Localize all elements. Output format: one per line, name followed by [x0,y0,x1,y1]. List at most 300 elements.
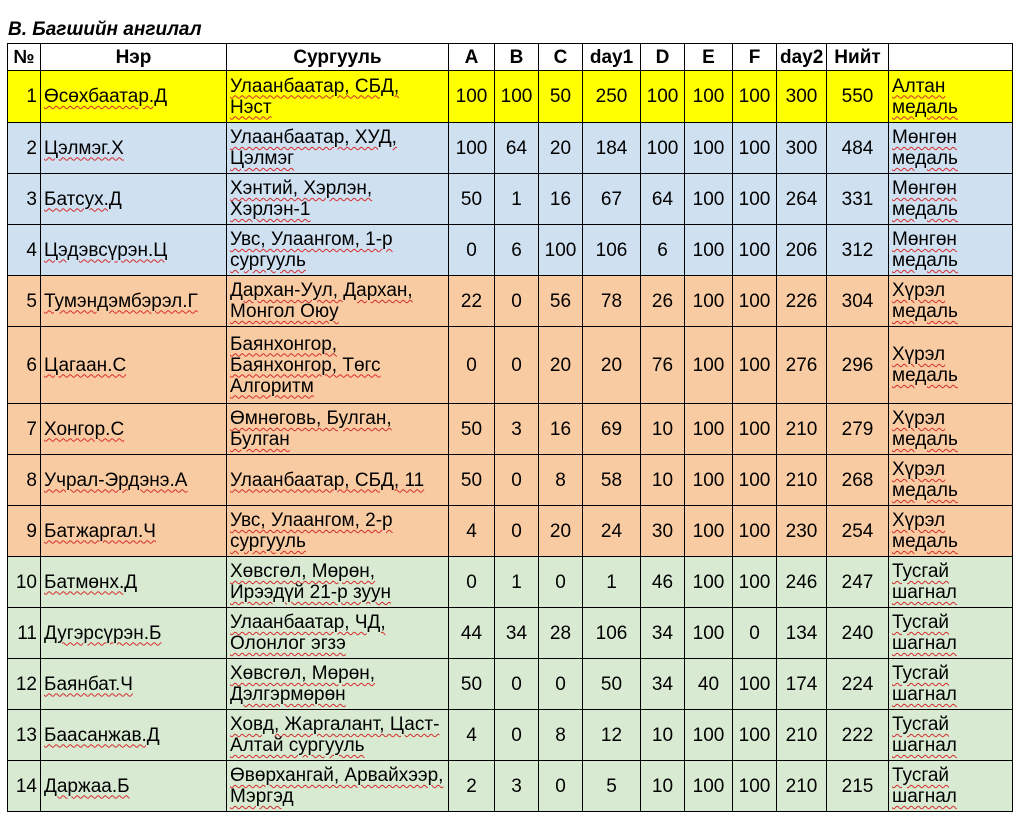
cell-award [889,276,1013,327]
cell-total [827,71,889,123]
cell-name-text: Өсөхбаатар.Д [44,86,168,107]
cell-day2-text: 276 [785,354,818,376]
cell-rank-text: 9 [26,520,37,542]
cell-c-text: 0 [555,571,566,593]
table-row [8,276,1013,327]
cell-e [685,404,733,455]
cell-b [495,608,539,659]
cell-award-text: Хүрэл медаль [892,408,958,450]
cell-name-text: Батсух.Д [44,188,122,210]
table-row [8,327,1013,404]
cell-a-text: 22 [460,290,483,312]
table-row [8,506,1013,557]
header-e: E [685,44,733,71]
cell-e-text: 100 [692,188,725,210]
cell-b [495,659,539,710]
cell-b-text: 3 [511,418,522,440]
cell-total [827,123,889,174]
table-row [8,710,1013,761]
cell-total [827,404,889,455]
table-row [8,225,1013,276]
cell-name [41,404,227,455]
cell-day1-text: 78 [600,290,623,312]
cell-award [889,327,1013,404]
cell-a [449,557,495,608]
cell-day1 [583,327,641,404]
cell-award-text: Тусгай шагнал [892,612,957,654]
cell-total-text: 224 [841,673,874,695]
cell-f-text: 0 [749,622,760,644]
cell-rank [8,174,41,225]
cell-total-text: 222 [841,724,874,746]
cell-day1 [583,608,641,659]
cell-f [733,71,777,123]
cell-e-text: 100 [692,724,725,746]
cell-award [889,761,1013,812]
cell-d-text: 30 [651,520,674,542]
cell-c [539,761,583,812]
cell-c [539,276,583,327]
cell-c-text: 100 [544,239,577,261]
cell-f [733,557,777,608]
cell-day2 [777,761,827,812]
cell-day2-text: 174 [785,673,818,695]
cell-name-text: Батмөнх.Д [44,571,138,593]
cell-b-text: 100 [500,86,533,107]
cell-award-text: Мөнгөн медаль [892,229,958,271]
cell-f-text: 100 [738,354,771,376]
cell-day2-text: 210 [785,469,818,491]
cell-day2 [777,404,827,455]
cell-e-text: 100 [692,775,725,797]
cell-total [827,557,889,608]
cell-day2 [777,174,827,225]
cell-e [685,455,733,506]
cell-f-text: 100 [738,188,771,210]
cell-name-text: Даржаа.Б [44,775,130,797]
cell-day2-text: 210 [785,775,818,797]
cell-a-text: 0 [466,354,477,376]
cell-school [227,557,449,608]
cell-rank [8,761,41,812]
cell-f [733,174,777,225]
cell-f [733,761,777,812]
cell-total-text: 215 [841,775,874,797]
cell-award [889,404,1013,455]
page-title: B. Багшийн ангилал [8,19,202,40]
cell-day2-text: 134 [785,622,818,644]
cell-f [733,608,777,659]
cell-c [539,659,583,710]
cell-day1 [583,404,641,455]
table-row [8,659,1013,710]
cell-name-text: Батжаргал.Ч [44,520,156,542]
cell-b [495,174,539,225]
cell-name-text: Баасанжав.Д [44,724,160,746]
cell-a [449,225,495,276]
cell-day1-text: 106 [595,239,628,261]
cell-day1-text: 5 [606,775,617,797]
cell-name-text: Хонгор.С [44,418,125,440]
cell-award [889,710,1013,761]
cell-c [539,710,583,761]
cell-award [889,659,1013,710]
header-day2: day2 [777,44,827,71]
cell-school-text: Улаанбаатар, СБД, 11 [230,469,425,491]
cell-school-text: Увс, Улаангом, 1-р сургууль [230,229,393,271]
cell-c-text: 0 [555,673,566,695]
cell-f-text: 100 [738,571,771,593]
cell-e [685,71,733,123]
cell-school-text: Өвөрхангай, Арвайхээр, Мэргэд [230,765,444,807]
cell-day2-text: 230 [785,520,818,542]
cell-school [227,608,449,659]
cell-d-text: 34 [651,673,674,695]
cell-rank [8,710,41,761]
cell-e-text: 100 [692,239,725,261]
cell-award [889,608,1013,659]
cell-school [227,506,449,557]
cell-d [641,276,685,327]
cell-day1-text: 1 [606,571,617,593]
cell-d [641,557,685,608]
cell-a-text: 100 [455,86,488,107]
cell-day1 [583,123,641,174]
cell-total [827,276,889,327]
cell-f [733,123,777,174]
cell-award [889,174,1013,225]
cell-rank [8,455,41,506]
cell-a [449,710,495,761]
cell-school-text: Хөвсгөл, Мөрөн, Ирээдүй 21-р зуун [230,561,391,603]
cell-d-text: 76 [651,354,674,376]
cell-c [539,174,583,225]
cell-d [641,659,685,710]
table-row [8,455,1013,506]
cell-a [449,276,495,327]
cell-total-text: 312 [841,239,874,261]
cell-c [539,557,583,608]
cell-a-text: 44 [460,622,483,644]
cell-b-text: 0 [511,520,522,542]
cell-award [889,71,1013,123]
cell-a [449,404,495,455]
cell-award-text: Тусгай шагнал [892,765,957,807]
cell-f-text: 100 [738,290,771,312]
header-a: A [449,44,495,71]
cell-rank-text: 14 [15,775,37,797]
cell-school [227,123,449,174]
cell-e [685,123,733,174]
cell-d [641,225,685,276]
cell-day1-text: 69 [600,418,623,440]
cell-c [539,327,583,404]
table-row [8,123,1013,174]
cell-rank-text: 10 [15,571,37,593]
cell-c [539,71,583,123]
cell-day2 [777,557,827,608]
cell-day2 [777,659,827,710]
cell-e [685,608,733,659]
cell-day2-text: 264 [785,188,818,210]
cell-day1-text: 106 [595,622,628,644]
cell-a [449,506,495,557]
cell-d [641,455,685,506]
cell-a [449,455,495,506]
cell-a-text: 0 [466,239,477,261]
cell-day2 [777,327,827,404]
cell-name [41,659,227,710]
cell-total [827,761,889,812]
cell-award [889,506,1013,557]
cell-c-text: 50 [549,86,572,107]
cell-d-text: 10 [651,724,674,746]
cell-a [449,174,495,225]
cell-a-text: 50 [460,418,483,440]
cell-c-text: 8 [555,469,566,491]
cell-rank-text: 5 [26,290,37,312]
cell-name [41,174,227,225]
cell-day2-text: 300 [785,137,818,159]
cell-f [733,327,777,404]
cell-day2-text: 210 [785,724,818,746]
cell-name-text: Цэдэвсүрэн.Ц [44,239,168,261]
cell-day2 [777,506,827,557]
cell-f-text: 100 [738,239,771,261]
cell-award-text: Тусгай шагнал [892,663,957,705]
cell-a [449,327,495,404]
cell-day1 [583,71,641,123]
cell-c-text: 16 [549,188,572,210]
cell-d-text: 100 [646,137,679,159]
cell-rank [8,557,41,608]
table-row [8,608,1013,659]
cell-e-text: 100 [692,290,725,312]
cell-b-text: 1 [511,571,522,593]
cell-award-text: Алтан медаль [892,75,958,118]
table-body [8,71,1013,812]
cell-day1 [583,659,641,710]
results-table [7,43,1013,812]
cell-rank [8,506,41,557]
cell-b [495,71,539,123]
cell-name [41,506,227,557]
cell-day1 [583,557,641,608]
cell-school [227,455,449,506]
cell-d [641,710,685,761]
cell-b [495,761,539,812]
cell-b [495,506,539,557]
cell-rank-text: 3 [26,188,37,210]
cell-name [41,225,227,276]
cell-award-text: Мөнгөн медаль [892,127,958,169]
cell-b [495,327,539,404]
cell-e-text: 100 [692,354,725,376]
cell-d [641,123,685,174]
cell-f-text: 100 [738,724,771,746]
cell-b [495,710,539,761]
header-school: Сургууль [227,44,449,71]
cell-school [227,659,449,710]
cell-c [539,506,583,557]
cell-total [827,710,889,761]
cell-a [449,761,495,812]
cell-a [449,71,495,123]
cell-c-text: 8 [555,724,566,746]
cell-a-text: 2 [466,775,477,797]
cell-e [685,174,733,225]
cell-name [41,710,227,761]
cell-d [641,608,685,659]
cell-f-text: 100 [738,137,771,159]
cell-total [827,608,889,659]
cell-rank-text: 6 [26,354,37,376]
cell-c-text: 16 [549,418,572,440]
cell-award [889,225,1013,276]
cell-e-text: 100 [692,418,725,440]
cell-b [495,276,539,327]
cell-award [889,455,1013,506]
cell-day2-text: 246 [785,571,818,593]
cell-school-text: Дархан-Уул, Дархан, Монгол Оюу [230,280,413,322]
cell-school-text: Баянхонгор, Баянхонгор, Төгс Алгоритм [230,333,381,397]
cell-day1 [583,174,641,225]
cell-rank-text: 13 [15,724,37,746]
cell-c [539,225,583,276]
cell-d [641,71,685,123]
cell-c [539,455,583,506]
cell-school [227,761,449,812]
cell-f [733,506,777,557]
cell-day2-text: 206 [785,239,818,261]
cell-e [685,710,733,761]
cell-total [827,174,889,225]
cell-b [495,455,539,506]
cell-d [641,761,685,812]
cell-d [641,174,685,225]
cell-day1 [583,710,641,761]
cell-a-text: 100 [455,137,488,159]
header-c: C [539,44,583,71]
cell-name [41,276,227,327]
cell-b [495,123,539,174]
cell-rank [8,404,41,455]
cell-a-text: 50 [460,673,483,695]
cell-e-text: 100 [692,469,725,491]
cell-name [41,557,227,608]
cell-c-text: 20 [549,354,572,376]
cell-b [495,404,539,455]
cell-c [539,608,583,659]
cell-b-text: 0 [511,469,522,491]
cell-c [539,123,583,174]
cell-f [733,225,777,276]
cell-b-text: 1 [511,188,522,210]
cell-name-text: Тумэндэмбэрэл.Г [44,290,198,312]
cell-d-text: 100 [646,86,679,107]
cell-school-text: Улаанбаатар, СБД, Нэст [230,75,400,118]
table-row [8,174,1013,225]
cell-total-text: 296 [841,354,874,376]
cell-c-text: 56 [549,290,572,312]
cell-award-text: Хүрэл медаль [892,344,958,386]
cell-name [41,761,227,812]
cell-b-text: 64 [505,137,528,159]
cell-c-text: 28 [549,622,572,644]
cell-d-text: 46 [651,571,674,593]
cell-d-text: 10 [651,418,674,440]
cell-school-text: Ховд, Жаргалант, Цаст-Алтай сургууль [230,714,440,756]
table-row [8,557,1013,608]
cell-award-text: Хүрэл медаль [892,510,958,552]
cell-a-text: 50 [460,188,483,210]
cell-school-text: Улаанбаатар, ЧД, Олонлог эгзэ [230,612,386,654]
cell-total [827,506,889,557]
cell-e [685,659,733,710]
cell-c [539,404,583,455]
cell-school [227,225,449,276]
cell-e-text: 100 [692,622,725,644]
cell-day1 [583,455,641,506]
cell-f-text: 100 [738,520,771,542]
header-d: D [641,44,685,71]
cell-e-text: 100 [692,520,725,542]
cell-name [41,123,227,174]
cell-day1-text: 24 [600,520,623,542]
cell-rank [8,123,41,174]
cell-d [641,404,685,455]
cell-day1-text: 50 [600,673,623,695]
cell-a-text: 0 [466,571,477,593]
cell-award [889,557,1013,608]
cell-school [227,327,449,404]
cell-school [227,276,449,327]
cell-c-text: 20 [549,137,572,159]
cell-day1-text: 12 [600,724,623,746]
cell-total-text: 304 [841,290,874,312]
table-row [8,404,1013,455]
header-total: Нийт [827,44,889,71]
cell-school [227,710,449,761]
cell-day1 [583,276,641,327]
header-name: Нэр [41,44,227,71]
cell-d [641,327,685,404]
cell-b-text: 0 [511,673,522,695]
cell-total [827,455,889,506]
cell-day1-text: 58 [600,469,623,491]
cell-d-text: 10 [651,469,674,491]
cell-total-text: 279 [841,418,874,440]
cell-name [41,455,227,506]
cell-rank-text: 8 [26,469,37,491]
cell-school [227,174,449,225]
cell-f-text: 100 [738,86,771,107]
cell-school-text: Хөвсгөл, Мөрөн, Дэлгэрмөрөн [230,663,376,705]
cell-f [733,659,777,710]
cell-total-text: 268 [841,469,874,491]
cell-f-text: 100 [738,418,771,440]
cell-day2 [777,455,827,506]
cell-day2 [777,225,827,276]
cell-total-text: 247 [841,571,874,593]
table-row [8,71,1013,123]
cell-award-text: Тусгай шагнал [892,561,957,603]
cell-e [685,557,733,608]
cell-e [685,761,733,812]
cell-rank [8,225,41,276]
cell-b-text: 0 [511,354,522,376]
cell-total-text: 240 [841,622,874,644]
